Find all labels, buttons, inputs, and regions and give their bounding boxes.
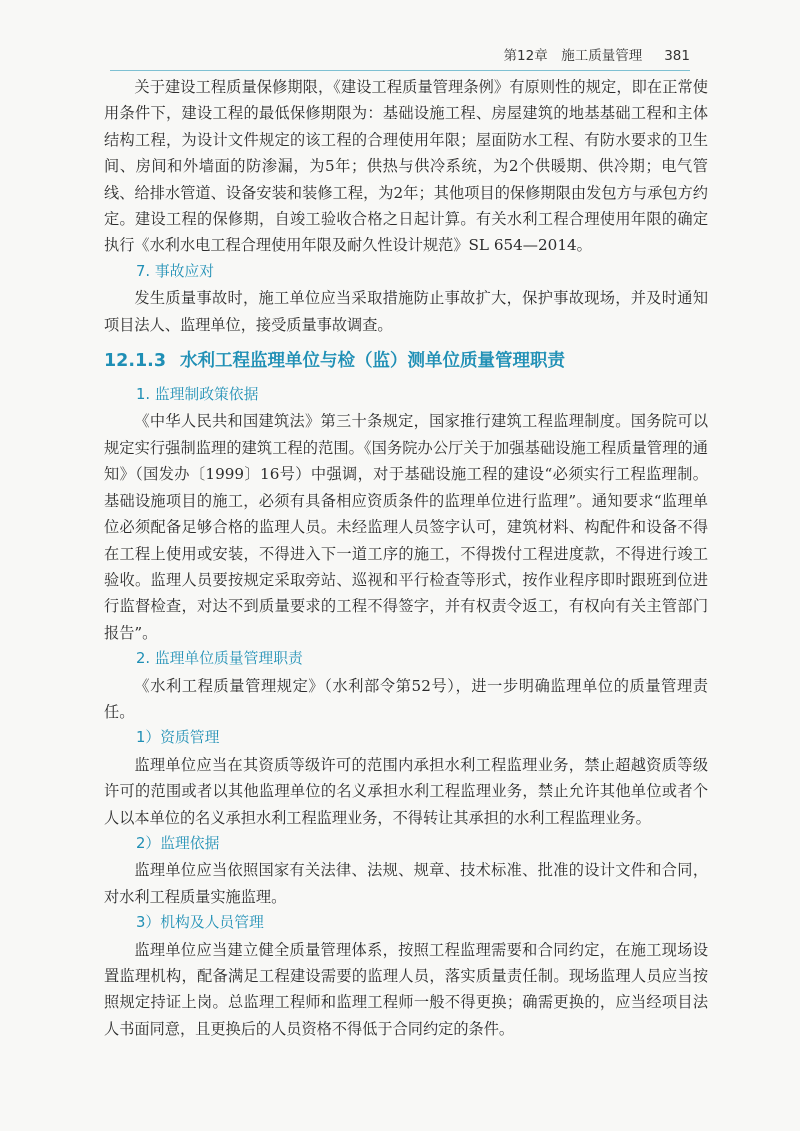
paragraph-supervision-duties: 《水利工程质量管理规定》（水利部令第52号），进一步明确监理单位的质量管理责任。: [104, 676, 708, 721]
paragraph-accident-response: 发生质量事故时，施工单位应当采取措施防止事故扩大，保护事故现场，并及时通知项目法人、监理单位，接受质量事故调查。: [104, 289, 708, 334]
running-header: [110, 40, 690, 71]
heading-supervision-policy: 1. 监理制政策依据: [136, 386, 259, 404]
section-heading: [104, 347, 708, 375]
heading-supervision-basis: 2）监理依据: [136, 834, 220, 852]
heading-accident-response: 7. 事故应对: [136, 262, 215, 280]
paragraph-supervision-policy: 《中华人民共和国建筑法》第三十条规定，国家推行建筑工程监理制度。国务院可以规定实行强制监理的建筑工程的范围。《国务院办公厅关于加强基础设施工程质量管理的通知》（国发办〔1999〕16号）中强调，对于基础设施工程的建设“必须实行工程监理制。基础设施项目的施工，必须有具备相应资质条件的监理单位进行监理”。通知要求“监理单位必须配备足够合格的监理人员。未经监理人员签字认可，建筑材料、构配件和设备不得在工程上使用或安装，不得进入下一道工序的施工，不得拨付工程进度款，不得进行竣工验收。监理人员要按规定采取旁站、巡视和平行检查等形式，按作业程序即时跟班到位进行监督检查，对达不到质量要求的工程不得签字，并有权责令返工，有权向有关主管部门报告”。: [104, 412, 708, 642]
heading-supervision-duties: 2. 监理单位质量管理职责: [136, 650, 303, 668]
paragraph-warranty-period: 关于建设工程质量保修期限，《建设工程质量管理条例》有原则性的规定，即在正常使用条件下，建设工程的最低保修期限为：基础设施工程、房屋建筑的地基基础工程和主体结构工程，为设计文件规定的该工程的合理使用年限；屋面防水工程、有防水要求的卫生间、房间和外墙面的防渗漏，为5年；供热与供冷系统，为2个供暖期、供冷期；电气管线、给排水管道、设备安装和装修工程，为2年；其他项目的保修期限由发包方与承包方约定。建设工程的保修期，自竣工验收合格之日起计算。有关水利工程合理使用年限的确定执行《水利水电工程合理使用年限及耐久性设计规范》SL 654—2014。: [104, 78, 708, 255]
paragraph-qualification: 监理单位应当在其资质等级许可的范围内承担水利工程监理业务，禁止超越资质等级许可的范围或者以其他监理单位的名义承担水利工程监理业务，禁止允许其他单位或者个人以本单位的名义承担水利工程监理业务，不得转让其承担的水利工程监理业务。: [104, 755, 708, 827]
chapter-title: 第12章 施工质量管理: [503, 48, 643, 64]
section-number: 12.1.3: [104, 351, 167, 372]
paragraph-supervision-basis: 监理单位应当依照国家有关法律、法规、规章、技术标准、批准的设计文件和合同，对水利工程质量实施监理。: [104, 861, 708, 906]
heading-qualification: 1）资质管理: [136, 729, 220, 747]
section-title: 水利工程监理单位与检（监）测单位质量管理职责: [180, 351, 566, 372]
heading-staff-management: 3）机构及人员管理: [136, 914, 264, 932]
paragraph-staff-management: 监理单位应当建立健全质量管理体系，按照工程监理需要和合同约定，在施工现场设置监理机构，配备满足工程建设需要的监理人员，落实质量责任制。现场监理人员应当按照规定持证上岗。总监理工程师和监理工程师一般不得更换；确需更换的，应当经项目法人书面同意，且更换后的人员资格不得低于合同约定的条件。: [104, 940, 708, 1038]
page-body: [104, 74, 708, 1042]
page-number: 381: [664, 48, 690, 64]
